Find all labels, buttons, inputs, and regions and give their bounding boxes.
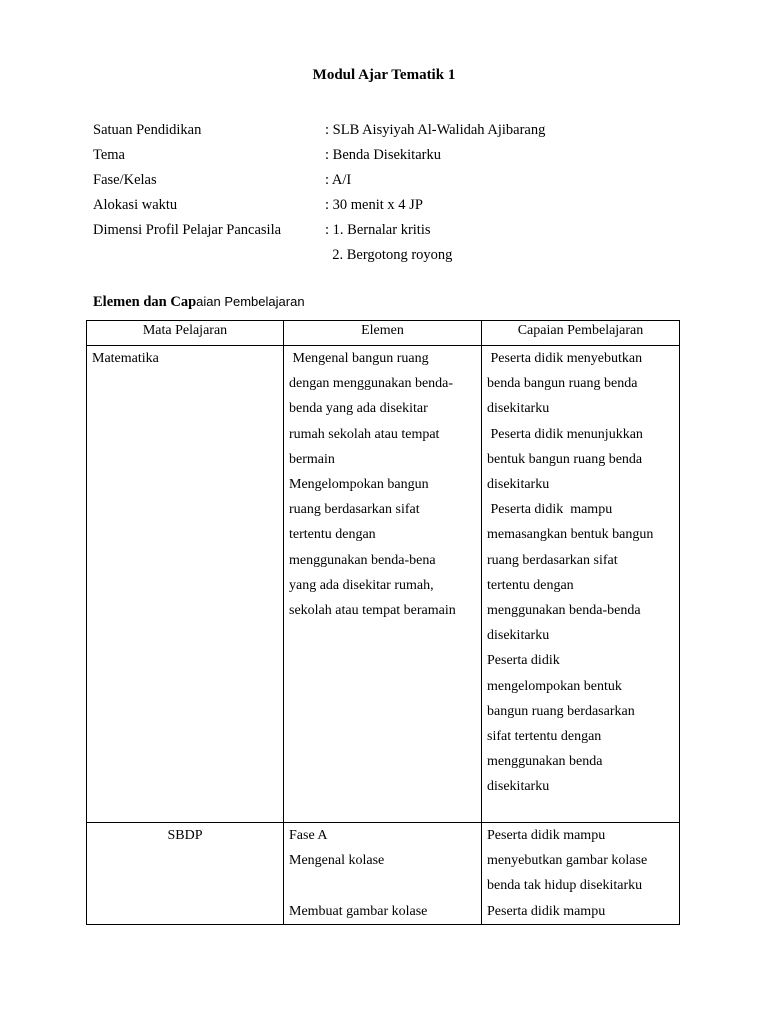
cell-line: bermain [289, 451, 335, 467]
subject-text: Matematika [92, 351, 159, 366]
cell-line: Peserta didik mampu [487, 828, 606, 843]
cell-capaian [482, 823, 680, 925]
info-label [93, 243, 325, 268]
info-value: : 30 menit x 4 JP [325, 197, 423, 213]
cell-line: sekolah atau tempat beramain [289, 603, 456, 619]
info-label: Satuan Pendidikan [93, 122, 202, 138]
cell-elemen [284, 346, 482, 823]
cell-line: menyebutkan gambar kolase [487, 853, 648, 869]
cell-line: disekitarku [487, 477, 550, 493]
cell-line: dengan menggunakan benda- [289, 376, 454, 392]
spacer [289, 873, 476, 898]
cell-elemen [284, 823, 482, 925]
cell-line: mengelompokan bentuk [487, 678, 622, 694]
cell-line: disekitarku [487, 401, 550, 417]
cell-capaian [482, 346, 680, 823]
cell-line: Peserta didik menunjukkan [487, 426, 643, 442]
info-value: : Benda Disekitarku [325, 147, 441, 163]
info-row [93, 118, 545, 143]
cell-line: benda bangun ruang benda [487, 376, 638, 392]
header-mata-pelajaran: Mata Pelajaran [87, 321, 284, 346]
info-row [93, 168, 545, 193]
cell-line: tertentu dengan [487, 577, 574, 593]
info-row [93, 243, 545, 268]
cell-subject [87, 823, 284, 925]
cell-line: rumah sekolah atau tempat [289, 426, 440, 442]
cell-line: Peserta didik [487, 653, 560, 669]
info-value: : SLB Aisyiyah Al-Walidah Ajibarang [325, 122, 546, 138]
cell-line: tertentu dengan [289, 527, 376, 543]
cell-line: Peserta didik menyebutkan [487, 351, 643, 366]
cell-line: Mengenal bangun ruang [289, 351, 429, 366]
cell-line: memasangkan bentuk bangun [487, 527, 654, 543]
table-row [87, 823, 680, 925]
section-heading-bold: Elemen dan Cap [93, 294, 197, 310]
cell-line: sifat tertentu dengan [487, 729, 602, 745]
cell-line: benda yang ada disekitar [289, 401, 428, 417]
info-row [93, 218, 545, 243]
section-heading [93, 294, 305, 311]
cell-line: Peserta didik mampu [487, 903, 606, 919]
cell-line: yang ada disekitar rumah, [289, 577, 434, 593]
document-title: Modul Ajar Tematik 1 [312, 67, 456, 83]
info-value: 2. Bergotong royong [325, 247, 453, 263]
cell-line: menggunakan benda-bena [289, 552, 436, 568]
subject-text: SBDP [167, 828, 203, 843]
info-row [93, 143, 545, 168]
info-label: Dimensi Profil Pelajar Pancasila [93, 222, 282, 238]
cell-line: bentuk bangun ruang benda [487, 451, 643, 467]
elemen-line: Mengenal kolase [289, 853, 385, 869]
cell-line: menggunakan benda [487, 754, 603, 770]
cell-line: bangun ruang berdasarkan [487, 703, 635, 719]
cell-line: Peserta didik mampu [487, 502, 613, 518]
table-header-row [87, 321, 680, 346]
cell-subject [87, 346, 284, 823]
elemen-line: Fase A [289, 828, 328, 843]
info-row [93, 193, 545, 218]
cell-line: disekitarku [487, 628, 550, 644]
elemen-line: Membuat gambar kolase [289, 903, 428, 919]
table-row [87, 346, 680, 823]
section-heading-rest: aian Pembelajaran [196, 294, 305, 309]
header-elemen: Elemen [284, 321, 482, 346]
info-value: : A/I [325, 172, 352, 188]
cell-line: Mengelompokan bangun [289, 477, 429, 493]
info-label: Tema [93, 147, 125, 163]
info-block [93, 118, 545, 268]
cell-line: disekitarku [487, 779, 550, 795]
info-value: : 1. Bernalar kritis [325, 222, 431, 238]
cell-line: ruang berdasarkan sifat [289, 502, 420, 518]
cell-line: menggunakan benda-benda [487, 603, 641, 619]
header-capaian: Capaian Pembelajaran [482, 321, 680, 346]
info-label: Alokasi waktu [93, 197, 178, 213]
learning-table [86, 320, 680, 925]
info-label: Fase/Kelas [93, 172, 157, 188]
cell-line: benda tak hidup disekitarku [487, 878, 643, 894]
cell-line: ruang berdasarkan sifat [487, 552, 618, 568]
